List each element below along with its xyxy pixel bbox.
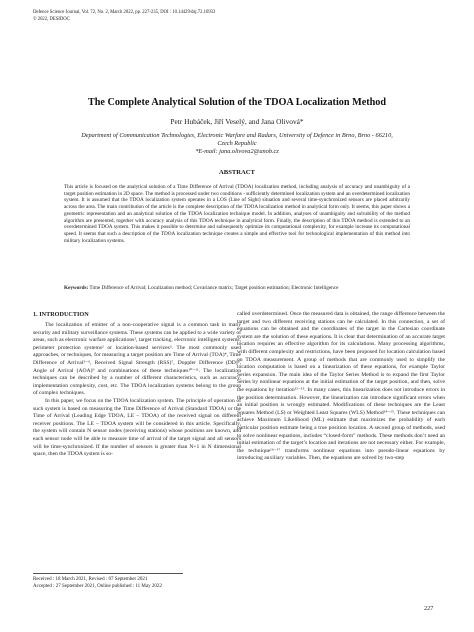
footnote [33,576,241,590]
intro-paragraph-continued: called overdetermined. Once the measured data is obtained, the range difference between the target and two different receiving stations can be calculated. In this connection, a set of equations can be obtained and the coordinates of the target in the Cartesian coordinate system are the solution of these equations. It is clear that determination of an accurate target location requires an effective algorithm for its calculations. Many processing algorithms, with different complexity and restrictions, have been proposed for location calculation based on TDOA measurement. A group of methods that are commonly used to simplify the location computation is based on a linearization of these equations, for example Taylor Series expansion. The main idea of the Taylor Series Method is to expand the first Taylor Series by nonlinear equations at the initial estimation of the target position, and then, solve the equations by iteration¹²⁻¹³. In many cases, this linearization does not introduce errors in the position determination. However, the linearization can introduce significant errors when an initial position is wrongly estimated. Modifications of these techniques are the Least Squares Method (LS) or Weighted Least Squares (WLS) Method¹⁴⁻¹⁵. These techniques can achieve Maximum Likelihood (ML) estimate that maximizes the probability of each particular position estimate being a true position location. A second group of methods, used to solve nonlinear equations, includes “closed-form” methods. These methods don’t need an initial estimation of the target’s location and iterations are not necessary either. For example, the technique¹⁶⁻¹⁷ transforms nonlinear equations into pseudo-linear equations by introducing auxiliary variables. Then, the equations are solved by two-step [237,311,445,462]
right-column [237,311,445,463]
received-dates: Received : 18 March 2021, Revised : 07 September 2021 [33,577,148,582]
accepted-dates: Accepted : 27 September 2021, Online published : 11 May 2022 [33,584,162,589]
page-number: 227 [424,605,434,612]
author-list: Petr Hubáček, Jiří Veselý, and Jana Olivová* [170,117,304,126]
paper-title: The Complete Analytical Solution of the TDOA Localization Method [87,97,387,108]
abstract-heading: ABSTRACT [219,169,255,176]
affiliation-line: Department of Communication Technologies, Electronic Warfare and Radars, University of Defence in Brno, Brno - 66210, [81,132,393,139]
journal-header [33,9,453,23]
affiliation [40,132,434,156]
keywords-text: Time Difference of Arrival; Localization method; Covariance matrix; Target position estimation; Electronic Intelligence [89,285,339,291]
abstract-text: This article is focused on the analytical solution of a Time Difference of Arrival (TDOA) localization method, including analysis of accuracy and unambiguity of a target position estimation in 2D space. The method is processed under two conditions - sufficiently determined localization system and an overdetermined localization system. It is assumed that the TDOA localization system operates in a LOS (Line of Sight) situation and several time-synchronized sensors are placed arbitrarily across the area. The main contribution of the article is the complete description of the TDOA localization method in analytical form only. It seems, this paper shows a geometric representation and an analytical solution of the TDOA localization technique model. In addition, analyses of unambiguity and solvability of the method algorithm are presented, together with accuracy analysis of this TDOA technique in analytical form. Finally, the description of this TDOA method is extended to an overdetermined TDOA system. This makes it possible to determine and subsequently optimize its computational complexity, for example increase its computational speed. It seems that such a description of the TDOA localization technique creates a simple and effective tool for technological implementation of this method into military localization systems. [64,184,410,244]
intro-paragraph: The localization of emitter of a non-cooperative signal is a common task in many security and military surveillance systems. These systems can be applied to a wide variety of areas, such as electronic warfare applications¹, target tracking, electronic intelligent systems, perimeter protection systems² or location-based services³. The most commonly used approaches, or techniques, for measuring a target position are Time of Arrival (TOA)⁴, Time Difference of Arrival⁵⁻⁶, Received Signal Strength (RSS)⁷, Doppler Difference (DD)⁸, Angle of Arrival (AOA)⁹ and combinations of these techniques¹⁰⁻¹¹. The localization techniques can be described by a number of different characteristics, such as accuracy, implementation complexity, cost, etc. The TDOA localization systems belong to the group of complex techniques. [33,322,241,397]
affiliation-country: Czech Republic [217,140,257,147]
intro-paragraph: In this paper, we focus on the TDOA localization system. The principle of operation of such system is based on measuring the Time Difference of Arrival (Standard TDOA) or the Time of Arrival (Leading Edge TDOA, LE – TDOA) of the received signal on different receiver positions. The LE – TDOA system will be considered in this article. Specifically, the system will contain N sensor nodes (receiving stations) whose positions are known, and each sensor node will be able to measure time of arrival of the target signal and all sensors will be time-synchronized. If the number of sensors is greater than N+1 in N dimensional space, then the TDOA system is so- [33,397,241,458]
keywords-label: Keywords: [64,285,89,291]
left-column [33,311,241,459]
copyright-line: © 2022, DESIDOC [33,17,70,22]
section-heading: 1. INTRODUCTION [33,311,89,318]
journal-citation: Defence Science Journal, Vol. 72, No. 2, March 2022, pp. 227-235, DOI : 10.14429/dsj.72.16933 [33,10,216,15]
corresponding-email: *E-mail: jana.olivova2@unob.cz [195,148,279,155]
keywords [64,285,410,292]
footnote-divider [33,573,183,574]
